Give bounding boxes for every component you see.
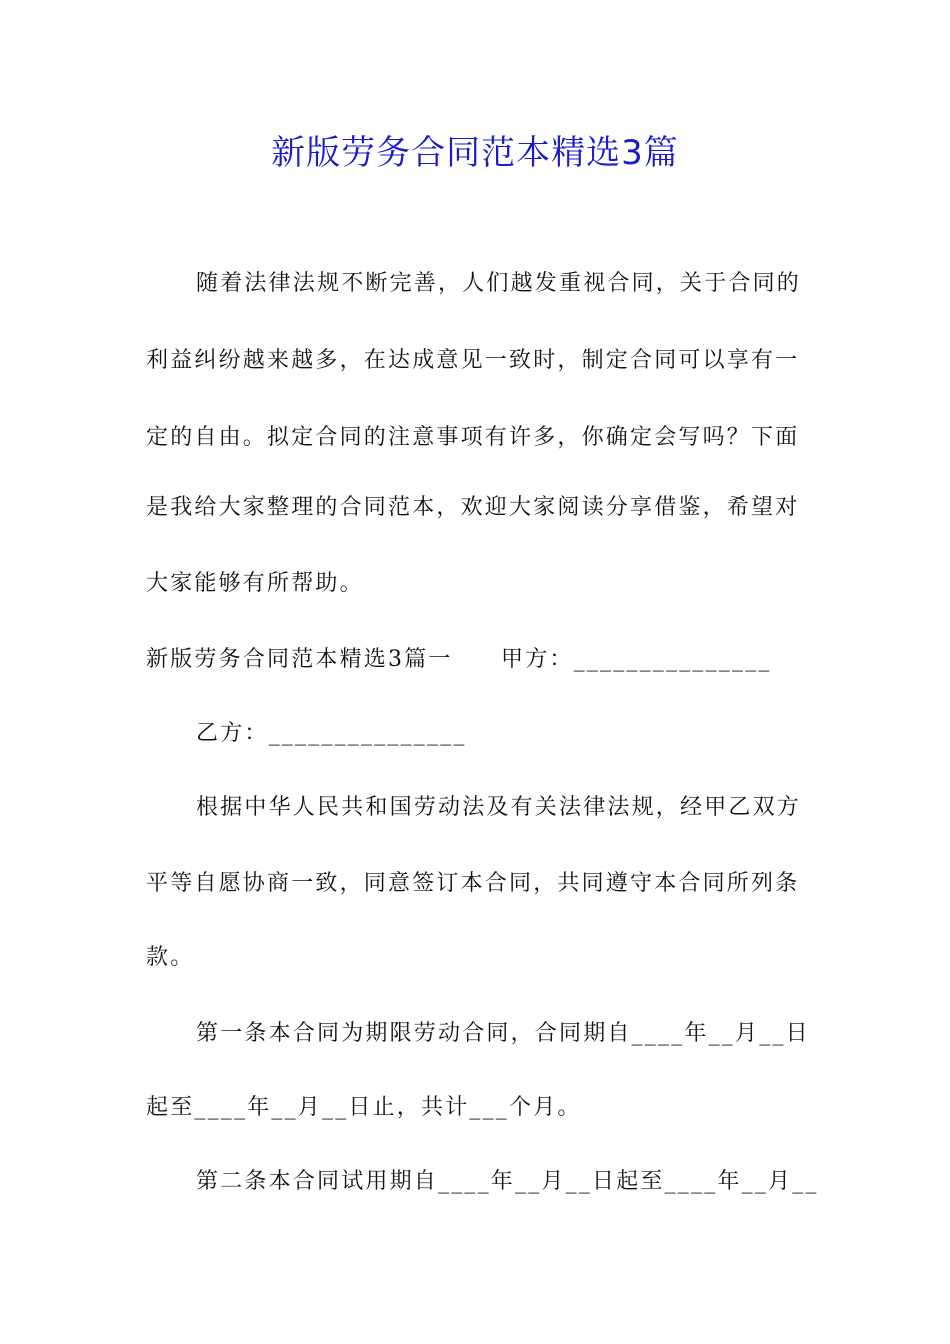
basis-line-3: 款。 [146,945,195,970]
article-2-line-1: 第二条本合同试用期自____年__月__日起至____年__月__ [196,1169,819,1194]
basis-line-1: 根据中华人民共和国劳动法及有关法律法规，经甲乙双方 [196,795,802,820]
intro-line-2: 利益纠纷越来越多，在达成意见一致时，制定合同可以享有一 [146,348,800,373]
party-b-line: 乙方：_______________ [196,721,467,746]
intro-line-4: 是我给大家整理的合同范本，欢迎大家阅读分享借鉴，希望对 [146,495,800,520]
basis-line-2: 平等自愿协商一致，同意签订本合同，共同遵守本合同所列条 [146,871,800,896]
intro-line-5: 大家能够有所帮助。 [146,571,364,596]
intro-line-1: 随着法律法规不断完善，人们越发重视合同，关于合同的 [196,271,802,296]
intro-line-3: 定的自由。拟定合同的注意事项有许多，你确定会写吗？下面 [146,425,800,450]
document-title: 新版劳务合同范本精选3篇 [271,133,679,173]
section-heading-party-a: 新版劳务合同范本精选3篇一 甲方：_______________ [146,647,772,672]
article-1-line-2: 起至____年__月__日止，共计___个月。 [146,1095,582,1120]
article-1-line-1: 第一条本合同为期限劳动合同，合同期自____年__月__日 [196,1021,810,1046]
